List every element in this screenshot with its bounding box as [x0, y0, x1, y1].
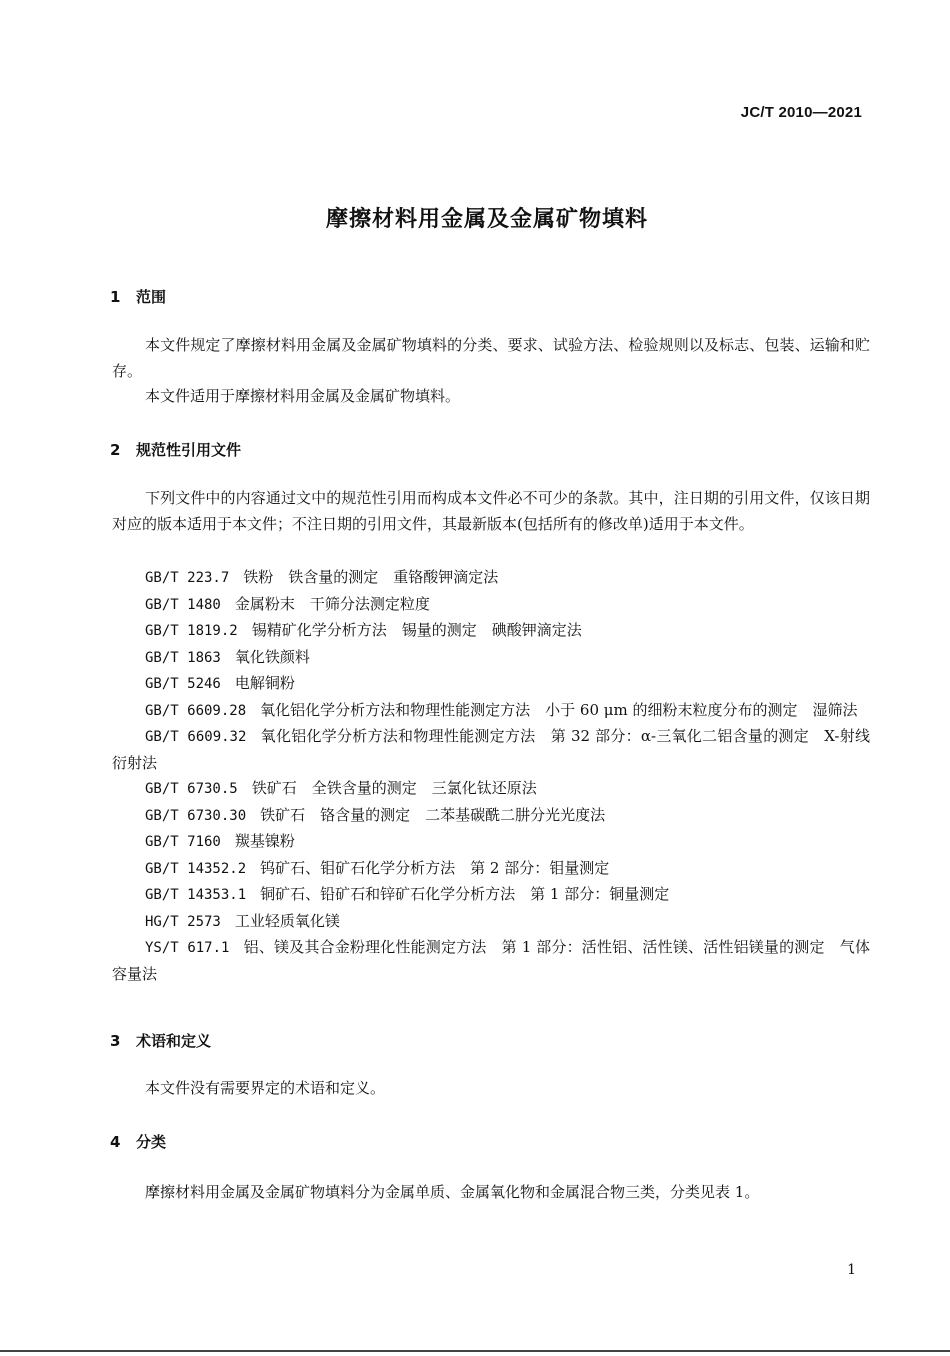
reference-code: HG/T 2573	[145, 913, 221, 930]
reference-item	[112, 618, 870, 645]
reference-code: GB/T 1863	[145, 649, 221, 666]
page-number: 1	[847, 1262, 856, 1278]
reference-code: GB/T 1480	[145, 596, 221, 613]
reference-item	[112, 565, 870, 592]
section-number: 2	[110, 441, 121, 459]
reference-code: GB/T 14353.1	[145, 887, 247, 903]
section-title: 分类	[136, 1133, 167, 1151]
reference-code: GB/T 6609.32	[145, 729, 247, 745]
reference-item	[112, 803, 870, 830]
reference-title: 铝、镁及其合金粉理化性能测定方法 第 1 部分：活性铝、活性镁、活性铝镁量的测定 气体容量法	[112, 938, 870, 983]
reference-code: GB/T 6609.28	[145, 702, 247, 719]
section-4-heading	[110, 1131, 166, 1152]
section-3-para-1: 本文件没有需要界定的术语和定义。	[145, 1079, 386, 1097]
reference-item	[112, 592, 870, 619]
reference-item	[112, 829, 870, 856]
section-4-para-1: 摩擦材料用金属及金属矿物填料分为金属单质、金属氧化物和金属混合物三类，分类见表 1。	[145, 1183, 760, 1201]
document-title: 摩擦材料用金属及金属矿物填料	[325, 207, 648, 232]
section-number: 4	[110, 1133, 121, 1151]
section-2-para-1: 下列文件中的内容通过文中的规范性引用而构成本文件必不可少的条款。其中，注日期的引用文件，仅该日期对应的版本适用于本文件；不注日期的引用文件，其最新版本(包括所有的修改单)适用于本文件。	[112, 489, 870, 533]
reference-item	[112, 671, 870, 698]
section-title: 术语和定义	[136, 1032, 212, 1050]
reference-item	[112, 882, 870, 909]
section-title: 规范性引用文件	[136, 441, 242, 459]
reference-title: 工业轻质氧化镁	[234, 911, 340, 930]
reference-code: GB/T 6730.30	[145, 807, 247, 824]
section-1-para-2: 本文件适用于摩擦材料用金属及金属矿物填料。	[145, 387, 461, 405]
reference-code: YS/T 617.1	[145, 940, 230, 956]
section-number: 3	[110, 1032, 121, 1050]
reference-item	[112, 724, 870, 776]
reference-item	[112, 909, 870, 936]
section-title: 范围	[136, 288, 167, 306]
reference-code: GB/T 14352.2	[145, 860, 247, 877]
reference-title: 铁粉 铁含量的测定 重铬酸钾滴定法	[243, 568, 499, 586]
reference-title: 金属粉末 干筛分法测定粒度	[234, 594, 430, 613]
reference-item	[112, 645, 870, 672]
reference-code: GB/T 1819.2	[145, 623, 238, 639]
reference-title: 锡精矿化学分析方法 锡量的测定 碘酸钾滴定法	[251, 621, 582, 639]
standard-code: JC/T 2010—2021	[740, 104, 862, 121]
reference-list	[112, 565, 870, 987]
section-3-heading	[110, 1030, 211, 1051]
reference-title: 钨矿石、钼矿石化学分析方法 第 2 部分：钼量测定	[260, 858, 610, 877]
reference-item	[112, 698, 870, 725]
reference-item	[112, 935, 870, 987]
reference-title: 氧化铁颜料	[234, 647, 310, 666]
section-1-heading	[110, 286, 166, 307]
reference-title: 铜矿石、铅矿石和锌矿石化学分析方法 第 1 部分：铜量测定	[260, 885, 670, 903]
reference-code: GB/T 223.7	[145, 570, 230, 586]
reference-title: 氧化铝化学分析方法和物理性能测定方法 第 32 部分：α-三氧化二铝含量的测定 X-射线衍射法	[112, 727, 870, 772]
reference-item	[112, 856, 870, 883]
section-1-para-1: 本文件规定了摩擦材料用金属及金属矿物填料的分类、要求、试验方法、检验规则以及标志、包装、运输和贮存。	[112, 336, 870, 380]
reference-code: GB/T 6730.5	[145, 781, 238, 797]
reference-title: 铁矿石 铬含量的测定 二苯基碳酰二肼分光光度法	[260, 805, 606, 824]
reference-title: 氧化铝化学分析方法和物理性能测定方法 小于 60 μm 的细粉末粒度分布的测定 湿筛法	[260, 700, 858, 719]
reference-code: GB/T 7160	[145, 834, 221, 850]
reference-title: 羰基镍粉	[234, 832, 295, 850]
reference-code: GB/T 5246	[145, 676, 221, 692]
section-number: 1	[110, 288, 121, 306]
page-edge-line	[0, 1350, 950, 1352]
reference-title: 铁矿石 全铁含量的测定 三氯化钛还原法	[251, 779, 537, 797]
reference-title: 电解铜粉	[234, 674, 295, 692]
reference-item	[112, 776, 870, 803]
section-2-heading	[110, 439, 241, 460]
